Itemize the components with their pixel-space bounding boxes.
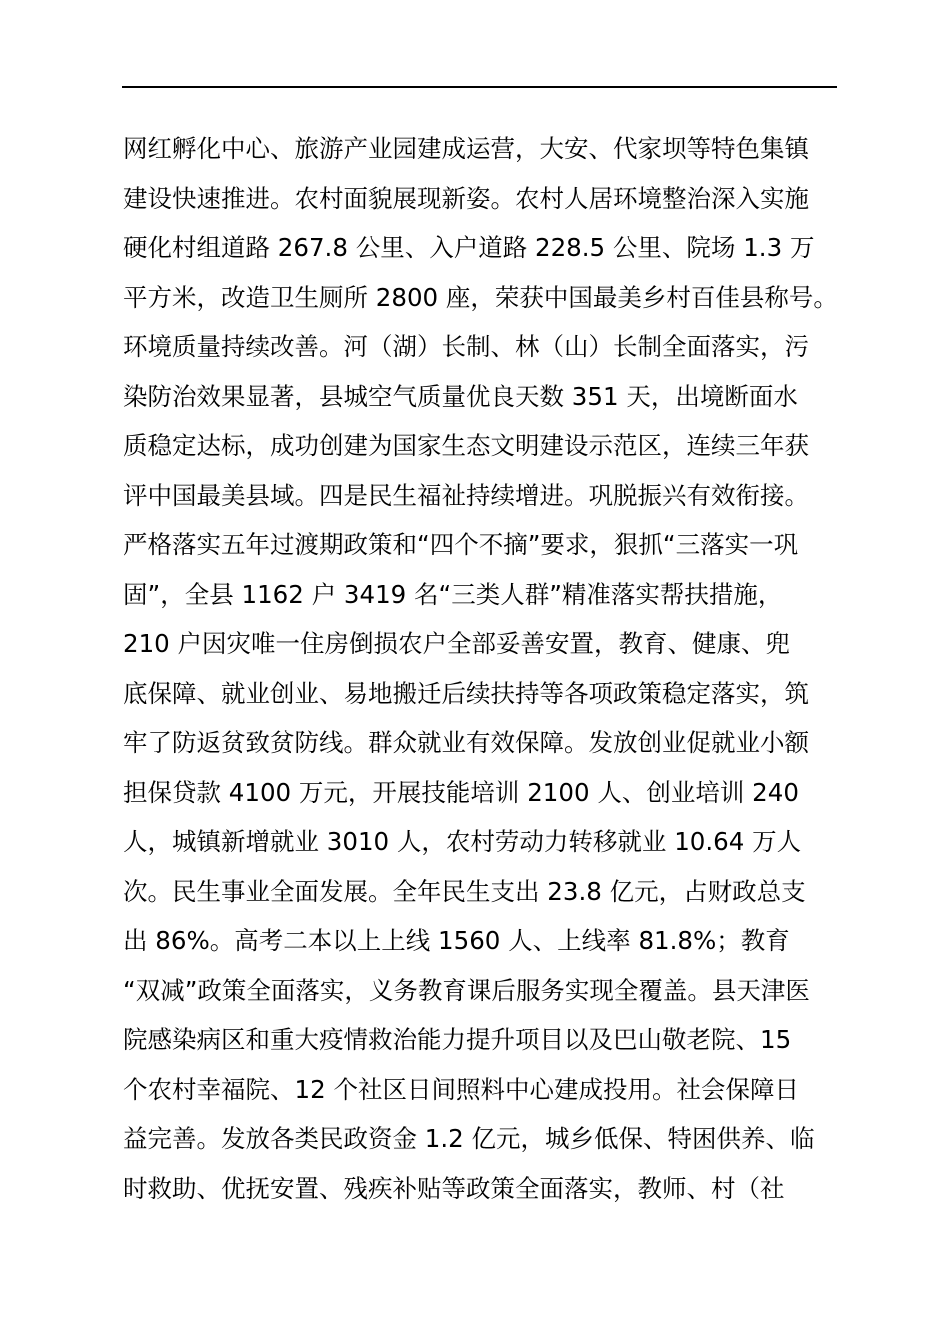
text-line: 建设快速推进。农村面貌展现新姿。农村人居环境整治深入实施 (123, 183, 809, 213)
header-rule (122, 86, 837, 88)
text-line: 固”，全县 1162 户 3419 名“三类人群”精准落实帮扶措施， (123, 579, 783, 609)
text-line: 网红孵化中心、旅游产业园建成运营，大安、代家坝等特色集镇 (123, 134, 809, 163)
text-line: 硬化村组道路 267.8 公里、入户道路 228.5 公里、院场 1.3 万 (123, 233, 815, 262)
text-line: 担保贷款 4100 万元，开展技能培训 2100 人、创业培训 240 (123, 777, 799, 807)
text-line: 环境质量持续改善。河（湖）长制、林（山）长制全面落实，污 (123, 332, 809, 361)
text-line: 次。民生事业全面发展。全年民生支出 23.8 亿元，占财政总支 (123, 876, 806, 906)
text-line: 牢了防返贫致贫防线。群众就业有效保障。发放创业促就业小额 (123, 728, 809, 757)
body-text (123, 124, 843, 1213)
text-line: 评中国最美县域。四是民生福祉持续增进。巩脱振兴有效衔接。 (123, 480, 809, 510)
text-line: 底保障、就业创业、易地搬迁后续扶持等各项政策稳定落实，筑 (123, 678, 809, 708)
text-line: 严格落实五年过渡期政策和“四个不摘”要求，狠抓“三落实一巩 (123, 530, 799, 559)
text-line: 个农村幸福院、12 个社区日间照料中心建成投用。社会保障日 (123, 1074, 799, 1104)
text-line: “双减”政策全面落实，义务教育课后服务实现全覆盖。县天津医 (123, 975, 810, 1005)
text-line: 出 86%。高考二本以上上线 1560 人、上线率 81.8%；教育 (123, 926, 790, 955)
text-line: 染防治效果显著，县城空气质量优良天数 351 天，出境断面水 (123, 381, 798, 411)
text-line: 益完善。发放各类民政资金 1.2 亿元，城乡低保、特困供养、临 (123, 1124, 815, 1153)
text-line: 院感染病区和重大疫情救治能力提升项目以及巴山敬老院、15 (123, 1025, 792, 1054)
text-line: 人，城镇新增就业 3010 人，农村劳动力转移就业 10.64 万人 (123, 827, 802, 856)
text-line: 平方米，改造卫生厕所 2800 座，荣获中国最美乡村百佳县称号。 (123, 282, 838, 312)
text-line: 时救助、优抚安置、残疾补贴等政策全面落实，教师、村（社 (123, 1173, 785, 1203)
text-line: 质稳定达标，成功创建为国家生态文明建设示范区，连续三年获 (123, 431, 809, 460)
text-line: 210 户因灾唯一住房倒损农户全部妥善安置，教育、健康、兜 (123, 629, 791, 658)
